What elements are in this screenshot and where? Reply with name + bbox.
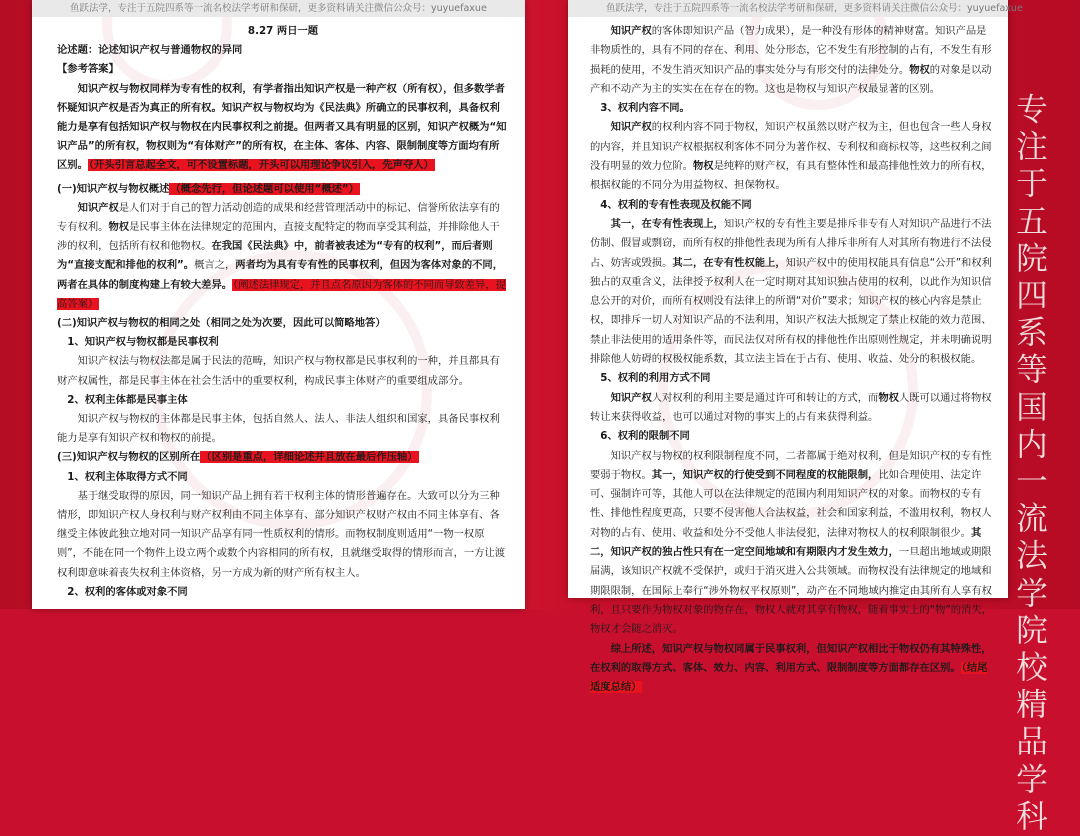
section-2-1-title: 1、知识产权与物权都是民事权利 (67, 336, 219, 349)
section-2-2-title: 2、权利主体都是民事主体 (67, 393, 188, 406)
section-1-note-2: （阐述法律规定，并且点名原因为客体的不同而导致差异，提高答案） (57, 278, 506, 310)
section-3-2-title: 2、权利的客体或对象不同 (67, 585, 188, 598)
section-1-heading: (一)知识产权与物权概述（概念先行，但论述题可以使用“概述”） (57, 182, 359, 195)
section-1-note: （概念先行，但论述题可以使用“概述”） (170, 182, 359, 195)
content-paragraph: 知识产权的权利内容不同于物权，知识产权虽然以财产权为主，但也包含一些人身权的内容，并且知识产权根据权利客体不同分为著作权、专利权和商标权等，这些权利之间没有明显的效力位阶。物权是纯粹的财产权，有具有整体性和最高排他性效力的所有权，根据权能的不同分为用益物权、担保物权。 (590, 121, 992, 192)
content-heading: 3、权利内容不同。 (600, 102, 690, 115)
summary-paragraph: 综上所述，知识产权与物权同属于民事权利，但知识产权相比于物权仍有其特殊性，在权利的取得方式、客体、效力、内容、利用方式、限制制度等方面都存在区别。（结尾适度总结） (590, 642, 992, 694)
document-page-left (32, 0, 525, 609)
section-2-2-text: 知识产权与物权的主体都是民事主体，包括自然人、法人、非法人组织和国家，具备民事权利能力是享有知识产权和物权的前提。 (57, 413, 500, 445)
section-2-heading: (二)知识产权与物权的相同之处（相同之处为次要，因此可以简略地答） (57, 317, 386, 330)
right-page-content (590, 22, 994, 697)
limitation-paragraph: 知识产权与物权的权利限制程度不同，二者都属于绝对权利，但是知识产权的专有性要弱于物权。其一，知识产权的行使受到不同程度的权能限制，比如合理使用、法定许可、强制许可等，其他人可以在法律规定的范围内利用知识产权的对象。而物权的专有性、排他性程度更高，只要不侵害他人合法权益，社会和国家利益，不滥用权利，物权人对物的占有、使用、收益和处分不受他人非法侵犯，法律对物权人的权利限制很少。其二，知识产权的独占性只有在一定空间地域和有期限内才发生效力，一旦超出地域或期限届满，该知识产权就不受保护，或归于消灭进入公共领域。而物权没有法律规定的地域和期限限制，在国际上奉行“涉外物权平权原则”，动产在不同地域内推定由其所有人享有权利，且只要作为物权对象的物存在，物权人就对其享有物权，随着事实上的“物”的消失，物权才会随之消灭。 (590, 449, 992, 636)
limitation-heading: 6、权利的限制不同 (600, 430, 690, 443)
date-title: 8.27 两日一题 (247, 25, 319, 37)
watermark-band: 鱼跃法学，专注于五院四系等一流名校法学考研和保研，更多资料请关注微信公众号：yuyuefaxue (32, 0, 525, 17)
question-title: 论述题：论述知识产权与普通物权的异同 (57, 44, 243, 57)
section-3-1-text: 基于继受取得的原因，同一知识产品上拥有若干权利主体的情形普遍存在。大致可以分为三种情形，即知识产权人身权利与财产权利由不同主体享有、部分知识产权财产权由不同主体享有、各继受主体彼此独立地对同一知识产品享有同一性质权利的情形。而物权制度则适用“一物一权原则”，不能在同一个物件上设立两个或数个内容相同的所有权，且就继受取得的情形而言，一方让渡权利即意味着丧失权利主体资格，另一方成为新的财产所有权主人。 (57, 489, 506, 579)
side-vertical-title: 专注于五院四系等国内一流法学院校精品学科 (1016, 92, 1048, 835)
left-page-content (57, 22, 509, 602)
intro-paragraph: 知识产权与物权同样为专有性的权利，有学者指出知识产权是一种产权（所有权），但多数学者怀疑知识产权是否为真正的所有权。知识产权与物权均为《民法典》所确立的民事权利，具备权利能力是享有包括知识产权与物权在内民事权利之前提。但两者又具有明显的区别，知识产权概为“知识产品”的所有权，物权则为“有体财产”的所有权，在主体、客体、内容、限制制度等方面均有所区别。（开头引言总起全文，可不设置标题，开头可以用理论争议引入，先声夺人） (57, 82, 507, 172)
intro-note: （开头引言总起全文，可不设置标题，开头可以用理论争议引入，先声夺人） (88, 159, 434, 172)
exclusivity-paragraph: 其一，在专有性表现上，知识产权的专有性主要是排斥非专有人对知识产品进行不法仿制、假冒或剽窃，而所有权的排他性表现为所有人排斥非所有人对其所有物进行不法侵占、妨害或毁损。其二，在专有性权能上，知识产权中的使用权能具有信息“公开”和权利独占的双重含义，法律授予权利人在一定时期对其知识独占使用的权利，以此作为知识信息公开的对价，而所有权则没有法律上的所谓“对价”要求；知识产权的核心内容是禁止权，即排斥一切人对知识产品的不法利用，知识产权法大抵规定了禁止权能的效力范围、禁止非法使用的适用条件等，而民法仅对所有权的排他性作出原则性规定，并未明确说明排除他人妨碍的权极权能系数，其立法主旨在于占有、使用、收益、处分的积极权能。 (590, 217, 992, 366)
summary-note: （结尾适度总结） (590, 661, 988, 694)
section-3-note: （区别是重点，详细论述并且放在最后作压轴） (201, 451, 418, 464)
usage-paragraph: 知识产权人对权利的利用主要是通过许可和转让的方式，而物权人既可以通过将物权转让来获得收益，也可以通过对物的事实上的占有来获得利益。 (590, 391, 992, 423)
answer-label: 【参考答案】 (57, 63, 119, 76)
object-paragraph: 知识产权的客体即知识产品（智力成果），是一种没有形体的精神财富。知识产品是非物质性的，具有不同的存在、利用、处分形态，它不发生有形控制的占有，不发生有形损耗的使用，不发生消灭知识产品的事实处分与有形交付的法律处分。物权的对象是以动产和不动产为主的实实在在存在的物。这也是物权与知识产权最显著的区别。 (590, 25, 992, 95)
section-2-1-text: 知识产权法与物权法都是属于民法的范畴，知识产权与物权都是民事权利的一种，并且都具有财产权属性，都是民事主体在社会生活中的重要权利，构成民事主体财产的重要组成部分。 (57, 355, 500, 387)
section-3-heading: (三)知识产权与物权的区别所在（区别是重点，详细论述并且放在最后作压轴） (57, 451, 418, 464)
watermark-band: 鱼跃法学，专注于五院四系等一流名校法学考研和保研，更多资料请关注微信公众号：yuyuefaxue (568, 0, 1008, 17)
usage-heading: 5、权利的利用方式不同 (600, 372, 711, 385)
exclusivity-heading: 4、权利的专有性表现及权能不同 (600, 198, 752, 211)
section-1-paragraph: 知识产权是人们对于自己的智力活动创造的成果和经营管理活动中的标记、信誉所依法享有的专有权利。物权是民事主体在法律规定的范围内，直接支配特定的物而享受其利益，并排除他人干涉的权利，包括所有权和他物权。在我国《民法典》中，前者被表述为“专有的权利”，而后者则为“直接支配和排他的权利”。概言之，两者均为具有专有性的民事权利，但因为客体对象的不同，两者在具体的制度构建上有较大差异。（阐述法律规定，并且点名原因为客体的不同而导致差异，提高答案） (57, 201, 506, 310)
section-3-1-title: 1、权利主体取得方式不同 (67, 470, 188, 483)
document-page-right (568, 0, 1023, 694)
